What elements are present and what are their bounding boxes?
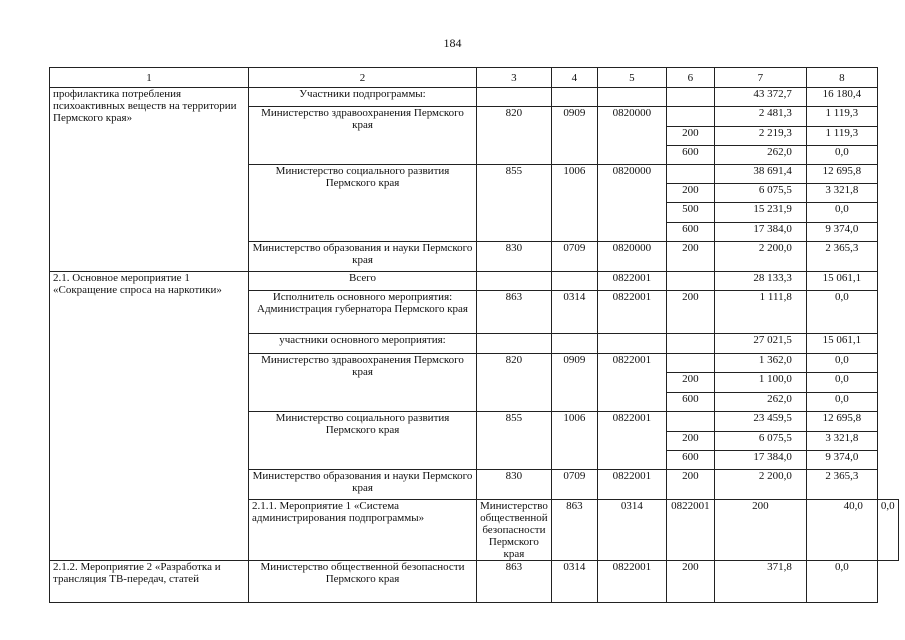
code-col6: [666, 412, 714, 432]
amount-col8: 0,0: [806, 373, 877, 393]
code-col3: 830: [477, 470, 552, 500]
code-col6: 200: [666, 127, 714, 146]
amount-col8: 2 365,3: [806, 470, 877, 500]
code-col6: 200: [666, 561, 714, 603]
code-col5: 0822001: [597, 354, 666, 412]
amount-col8: 0,0: [806, 203, 877, 223]
code-col6: 200: [666, 432, 714, 451]
code-col5: 0822001: [597, 470, 666, 500]
code-col3: 863: [551, 500, 597, 561]
code-col4: 0709: [551, 242, 597, 272]
code-col5: 0822001: [597, 291, 666, 334]
code-col5: 0820000: [597, 242, 666, 272]
code-col4: 0314: [551, 561, 597, 603]
col-header: 3: [477, 68, 552, 88]
amount-col7: 2 481,3: [714, 107, 806, 127]
code-col3: 820: [477, 107, 552, 165]
activity-title: 2.1.2. Мероприятие 2 «Разработка и трансляция ТВ-передач, статей: [50, 561, 249, 603]
amount-col8: 9 374,0: [806, 223, 877, 242]
amount-col7: 17 384,0: [714, 451, 806, 470]
amount-col8: 0,0: [806, 561, 877, 603]
code-col6: 500: [666, 203, 714, 223]
ministry-name: Министерство социального развития Пермского края: [249, 412, 477, 470]
amount-col8: 3 321,8: [806, 432, 877, 451]
code-col6: 600: [666, 146, 714, 165]
code-col5: 0822001: [666, 500, 714, 561]
amount-col7: 6 075,5: [714, 184, 806, 203]
table-row: [50, 561, 899, 603]
total-label: Всего: [249, 272, 477, 291]
amount-col7: 1 362,0: [714, 354, 806, 373]
code-col6: 600: [666, 393, 714, 412]
code-col6: 200: [666, 184, 714, 203]
code-col5: 0822001: [597, 561, 666, 603]
code-col4: 0709: [551, 470, 597, 500]
amount-col8: 0,0: [806, 146, 877, 165]
header-row: [50, 68, 899, 88]
code-col6: 200: [666, 291, 714, 334]
code-col5: 0820000: [597, 165, 666, 242]
amount-col7: 17 384,0: [714, 223, 806, 242]
amount-col7: 40,0: [806, 500, 877, 561]
col-header: 7: [714, 68, 806, 88]
amount-col7: 2 219,3: [714, 127, 806, 146]
ministry-name: Министерство общественной безопасности Пермского края: [477, 500, 552, 561]
code-col3: 830: [477, 242, 552, 272]
table-row: [50, 272, 899, 291]
code-col6: 600: [666, 223, 714, 242]
code-col4: 0314: [597, 500, 666, 561]
amount-col7: 15 231,9: [714, 203, 806, 223]
code-col4: 1006: [551, 165, 597, 242]
col-header: 4: [551, 68, 597, 88]
activity-title: 2.1. Основное мероприятие 1 «Сокращение спроса на наркотики»: [50, 272, 249, 561]
code-col6: 200: [666, 470, 714, 500]
col-header: 2: [249, 68, 477, 88]
code-col6: 200: [666, 242, 714, 272]
ministry-name: Министерство образования и науки Пермского края: [249, 242, 477, 272]
code-col6: [666, 165, 714, 184]
amount-col7: 262,0: [714, 146, 806, 165]
amount-col7: 1 111,8: [714, 291, 806, 334]
amount-col7: 2 200,0: [714, 242, 806, 272]
amount-col8: 0,0: [806, 393, 877, 412]
code-col3: 820: [477, 354, 552, 412]
code-col3: 863: [477, 291, 552, 334]
code-col4: 0909: [551, 354, 597, 412]
col-header: 8: [806, 68, 877, 88]
amount-col7: 28 133,3: [714, 272, 806, 291]
amount-col8: 12 695,8: [806, 412, 877, 432]
activity-title: 2.1.1. Мероприятие 1 «Система администрирования подпрограммы»: [249, 500, 477, 561]
code-col6: 600: [666, 451, 714, 470]
amount-col8: 9 374,0: [806, 451, 877, 470]
amount-col8: 3 321,8: [806, 184, 877, 203]
amount-col7: 43 372,7: [714, 88, 806, 107]
amount-col8: 1 119,3: [806, 127, 877, 146]
code-col3: 855: [477, 165, 552, 242]
col-header: 6: [666, 68, 714, 88]
amount-col7: 27 021,5: [714, 334, 806, 354]
amount-col7: 38 691,4: [714, 165, 806, 184]
code-col4: 1006: [551, 412, 597, 470]
amount-col7: 6 075,5: [714, 432, 806, 451]
code-col6: [666, 354, 714, 373]
code-col6: [666, 107, 714, 127]
code-col4: 0909: [551, 107, 597, 165]
code-col6: 200: [666, 373, 714, 393]
ministry-name: Министерство общественной безопасности Пермского края: [249, 561, 477, 603]
ministry-name: Министерство здравоохранения Пермского края: [249, 354, 477, 412]
ministry-name: Министерство социального развития Пермского края: [249, 165, 477, 242]
amount-col7: 262,0: [714, 393, 806, 412]
table-row: [50, 88, 899, 107]
budget-table: [49, 67, 899, 603]
code-col5: 0820000: [597, 107, 666, 165]
amount-col8: 2 365,3: [806, 242, 877, 272]
participants-label: участники основного мероприятия:: [249, 334, 477, 354]
amount-col7: 371,8: [714, 561, 806, 603]
amount-col8: 16 180,4: [806, 88, 877, 107]
amount-col8: 12 695,8: [806, 165, 877, 184]
executor-name: Исполнитель основного мероприятия: Администрация губернатора Пермского края: [249, 291, 477, 334]
code-col5: 0822001: [597, 412, 666, 470]
amount-col8: 0,0: [806, 291, 877, 334]
page-number: 184: [443, 36, 462, 50]
code-col5: 0822001: [597, 272, 666, 291]
col-header: 5: [597, 68, 666, 88]
amount-col8: 0,0: [877, 500, 898, 561]
code-col3: 855: [477, 412, 552, 470]
col-header: 1: [50, 68, 249, 88]
amount-col7: 23 459,5: [714, 412, 806, 432]
amount-col7: 2 200,0: [714, 470, 806, 500]
amount-col8: 15 061,1: [806, 272, 877, 291]
amount-col8: 0,0: [806, 354, 877, 373]
amount-col8: 15 061,1: [806, 334, 877, 354]
amount-col7: 1 100,0: [714, 373, 806, 393]
ministry-name: Министерство образования и науки Пермского края: [249, 470, 477, 500]
code-col4: 0314: [551, 291, 597, 334]
code-col6: 200: [714, 500, 806, 561]
ministry-name: Министерство здравоохранения Пермского края: [249, 107, 477, 165]
subprogram-title: профилактика потребления психоактивных веществ на территории Пермского края»: [50, 88, 249, 272]
amount-col8: 1 119,3: [806, 107, 877, 127]
participants-label: Участники подпрограммы:: [249, 88, 477, 107]
code-col3: 863: [477, 561, 552, 603]
